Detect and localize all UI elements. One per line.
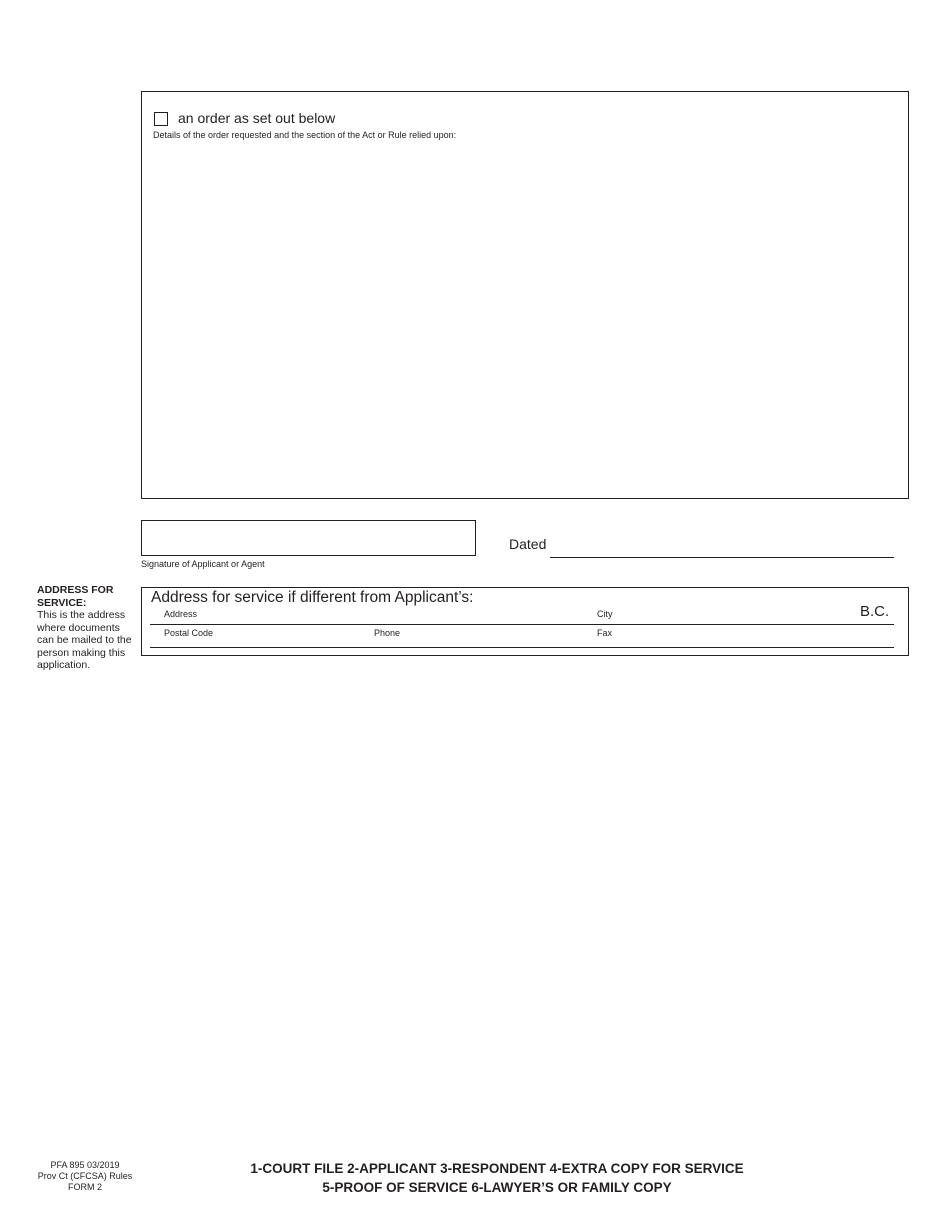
copy-distribution-line: 1-COURT FILE 2-APPLICANT 3-RESPONDENT 4-EXTRA COPY FOR SERVICE xyxy=(250,1161,744,1176)
order-checkbox-label: an order as set out below xyxy=(178,110,336,126)
province-label: B.C. xyxy=(860,603,890,620)
address-field-label: Address xyxy=(164,609,198,619)
postal-phone-fax-line[interactable] xyxy=(150,647,894,648)
address-note-body: This is the address where documents can be mailed to the person making this application. xyxy=(37,609,132,671)
order-details-input[interactable] xyxy=(150,146,904,495)
form-code-line: Prov Ct (CFCSA) Rules xyxy=(37,1171,133,1181)
form-code xyxy=(30,1160,140,1193)
address-note-title: ADDRESS FOR SERVICE: xyxy=(37,584,114,609)
copy-distribution xyxy=(200,1159,794,1197)
fax-field-label: Fax xyxy=(597,628,613,638)
form-code-line: FORM 2 xyxy=(67,1182,102,1192)
order-details-label: Details of the order requested and the section of the Act or Rule relied upon: xyxy=(153,130,457,140)
address-box-title: Address for service if different from Applicant’s: xyxy=(151,589,474,606)
signature-field[interactable] xyxy=(141,520,476,556)
postal-code-field-label: Postal Code xyxy=(164,628,214,638)
order-checkbox[interactable] xyxy=(154,112,168,126)
dated-field[interactable] xyxy=(550,538,894,558)
form-code-line: PFA 895 03/2019 xyxy=(50,1160,120,1170)
phone-field-label: Phone xyxy=(374,628,401,638)
signature-label: Signature of Applicant or Agent xyxy=(141,559,265,569)
copy-distribution-line: 5-PROOF OF SERVICE 6-LAWYER’S OR FAMILY COPY xyxy=(322,1180,672,1195)
address-city-line[interactable] xyxy=(150,624,894,625)
address-for-service-note xyxy=(37,584,135,672)
dated-label: Dated xyxy=(509,536,547,552)
city-field-label: City xyxy=(597,609,613,619)
